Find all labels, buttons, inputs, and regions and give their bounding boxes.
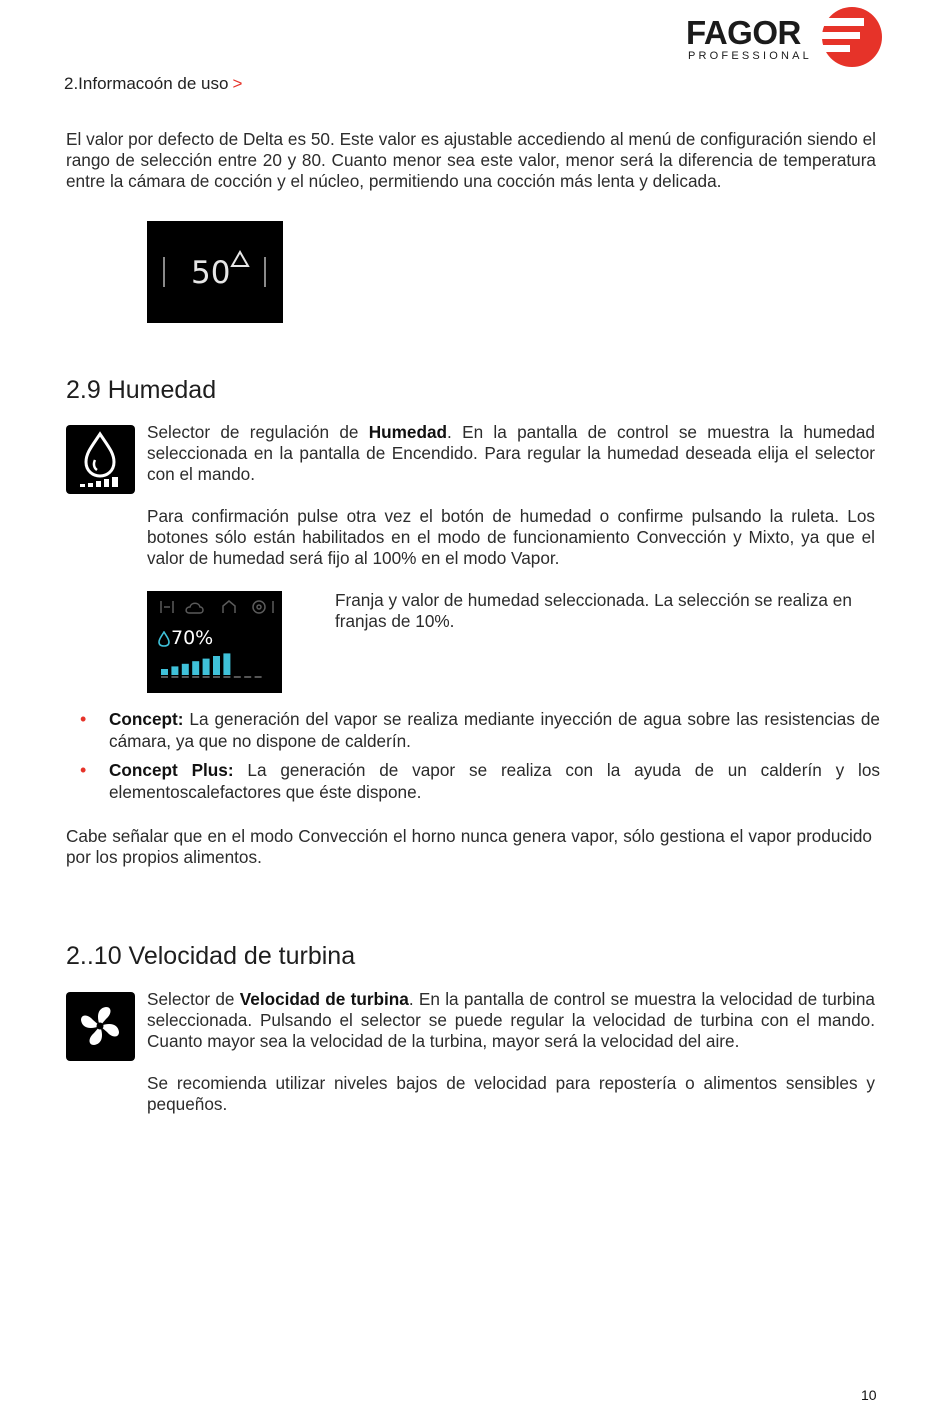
humidity-bar-base [182, 676, 189, 678]
humidity-level-bars [161, 641, 271, 681]
humidity-bar-filled [223, 653, 230, 675]
humidity-desc-bold: Humedad [368, 422, 448, 442]
bullet-dot-icon: • [80, 760, 87, 780]
delta-value: 50 [191, 255, 231, 291]
display-bar-left [163, 257, 165, 287]
humidity-desc-prefix: Selector de regulación de [147, 422, 369, 442]
humidity-bar-filled [213, 656, 220, 675]
humidity-bar-filled [203, 659, 210, 675]
humidity-title: 2.9 Humedad [66, 376, 217, 404]
humidity-caption: Franja y valor de humedad seleccionada. La selección se realiza en franjas de 10%. [335, 590, 852, 631]
bullet-concept-text: La generación del vapor se realiza mediante inyección de agua sobre las resistencias de cámara, ya que no dispone de calderín. [109, 709, 880, 751]
delta-display [147, 221, 283, 323]
water-drop-icon [66, 425, 135, 494]
logo-sub: PROFESSIONAL [688, 50, 812, 62]
page-number: 10 [861, 1387, 877, 1403]
logo-word: FAGOR [686, 14, 801, 51]
breadcrumb [64, 74, 242, 94]
bullet-concept-plus [80, 759, 880, 803]
breadcrumb-text: 2.Informacoón de uso [64, 74, 229, 93]
intro-paragraph: El valor por defecto de Delta es 50. Este valor es ajustable accediendo al menú de configuración siendo el rango de selección entre 20 y 80. Cuanto menor sea este valor, menor será la diferencia de temperatura entre la cámara de cocción y el núcleo, permitiendo una cocción más lenta y delicada. [66, 129, 876, 191]
breadcrumb-arrow: > [232, 74, 243, 93]
humidity-bar-base [213, 676, 220, 678]
humidity-bar-base [192, 676, 199, 678]
humidity-bar-base [255, 676, 262, 678]
turbine-description [147, 989, 875, 1052]
bullet-concept-title: Concept: [109, 709, 184, 729]
mode-icons [155, 597, 277, 617]
turbine-selector-icon [66, 992, 135, 1061]
humidity-note: Cabe señalar que en el modo Convección el horno nunca genera vapor, sólo gestiona el vapor producido por los propios alimentos. [66, 826, 872, 867]
humidity-bar-base [203, 676, 210, 678]
bullet-concept-plus-text: La generación de vapor se realiza con la ayuda de un calderín y los elementoscalefactores que éste dispone. [109, 760, 881, 802]
turbine-desc-prefix: Selector de [147, 989, 240, 1009]
humidity-bar-base [234, 676, 241, 678]
fagor-mark-icon [820, 6, 884, 68]
turbine-recommendation: Se recomienda utilizar niveles bajos de velocidad para repostería o alimentos sensibles y pequeños. [147, 1073, 875, 1114]
humidity-bar-base [171, 676, 178, 678]
concept-bullets [80, 708, 880, 810]
humidity-screen [147, 591, 282, 693]
bullet-concept [80, 708, 880, 752]
humidity-bar-base [223, 676, 230, 678]
fan-icon [66, 992, 135, 1061]
turbine-desc-bold: Velocidad de turbina [239, 989, 409, 1009]
display-bar-right [264, 257, 266, 287]
humidity-selector-icon [66, 425, 135, 494]
fagor-logo [686, 6, 886, 68]
humidity-bar-base [244, 676, 251, 678]
humidity-bar-filled [192, 661, 199, 675]
turbine-title: 2..10 Velocidad de turbina [66, 942, 356, 970]
delta-icon [230, 250, 250, 268]
humidity-bar-filled [182, 664, 189, 675]
turbine-desc-suffix: . En la pantalla de control se muestra la velocidad de turbina seleccionada. Pulsando el selector se puede regular la velocidad de turbina con el mando. Cuanto mayor sea la velocidad de la turbina, mayor será la velocidad del aire. [147, 989, 875, 1051]
humidity-bar-filled [171, 666, 178, 675]
humidity-confirm: Para confirmación pulse otra vez el botón de humedad o confirme pulsando la ruleta. Los botones sólo están habilitados en el modo de funcionamiento Convección y Mixto, ya que el valor de humedad será fijo al 100% en el modo Vapor. [147, 506, 875, 568]
humidity-description [147, 422, 875, 485]
bullet-concept-plus-title: Concept Plus: [109, 760, 234, 780]
humidity-bar-base [161, 676, 168, 678]
bullet-dot-icon: • [80, 709, 87, 729]
humidity-desc-suffix: . En la pantalla de control se muestra la humedad seleccionada en la pantalla de Encendido. Para regular la humedad deseada elija el selector con el mando. [147, 422, 875, 484]
humidity-bar-filled [161, 669, 168, 675]
humidity-value: 70% [171, 627, 214, 649]
